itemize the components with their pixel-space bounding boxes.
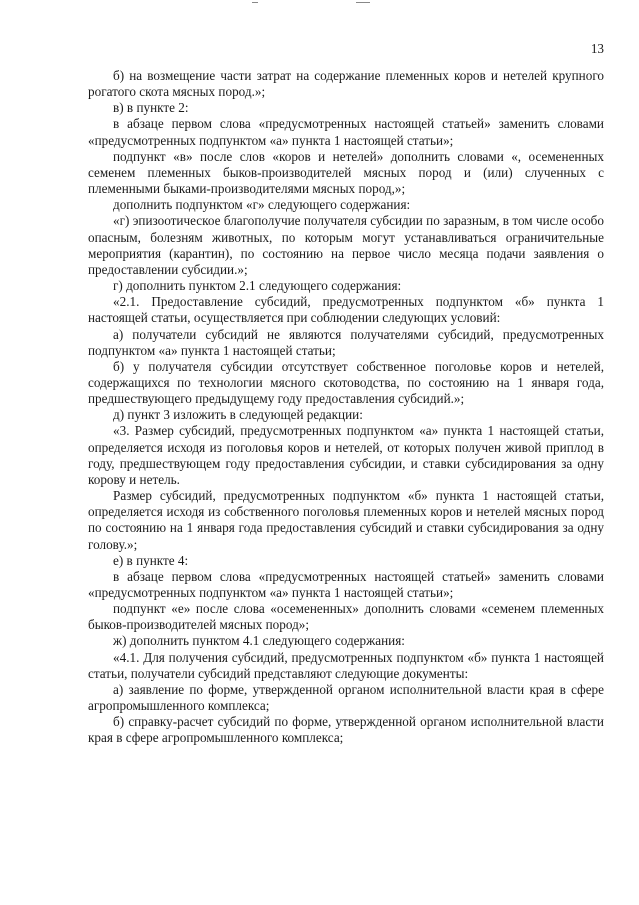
paragraph: подпункт «в» после слов «коров и нетелей» дополнить словами «, осемененных семенем племенных быков-производителей мясных пород и (или) слученных с племенными быками-производителями мясных пород,»; [88, 148, 604, 197]
paragraph: б) справку-расчет субсидий по форме, утвержденной органом исполнительной власти края в сфере агропромышленного комплекса; [88, 714, 604, 746]
paragraph: д) пункт 3 изложить в следующей редакции: [113, 407, 363, 423]
paragraph: «г) эпизоотическое благополучие получателя субсидии по заразным, в том числе особо опасным, болезням животных, по которым могут устанавливаться ограничительные мероприятия (карантин), по состоянию на первое число месяца подачи заявления о предоставлении субсидии.»; [88, 213, 604, 277]
document-body [88, 68, 604, 747]
paragraph: дополнить подпунктом «г» следующего содержания: [113, 197, 411, 213]
paragraph: Размер субсидий, предусмотренных подпунктом «б» пункта 1 настоящей статьи, определяется исходя из собственного поголовья племенных коров и нетелей мясных пород по состоянию на 1 января года предоставления субсидий и ставки субсидирования за одну голову.»; [88, 488, 604, 552]
paragraph: в абзаце первом слова «предусмотренных настоящей статьей» заменить словами «предусмотренных подпунктом «а» пункта 1 настоящей статьи»; [88, 116, 604, 148]
paragraph: а) получатели субсидий не являются получателями субсидий, предусмотренных подпунктом «а» пункта 1 настоящей статьи; [88, 326, 604, 358]
scan-artifact-mark [356, 2, 370, 3]
paragraph: в абзаце первом слова «предусмотренных настоящей статьей» заменить словами «предусмотренных подпунктом «а» пункта 1 настоящей статьи»; [88, 568, 604, 600]
paragraph: «2.1. Предоставление субсидий, предусмотренных подпунктом «б» пункта 1 настоящей статьи, осуществляется при соблюдении следующих условий: [88, 294, 604, 326]
paragraph: «4.1. Для получения субсидий, предусмотренных подпунктом «б» пункта 1 настоящей статьи, получатели субсидий представляют следующие документы: [88, 649, 604, 681]
paragraph: подпункт «е» после слова «осемененных» дополнить словами «семенем племенных быков-производителей мясных пород»; [88, 601, 604, 633]
paragraph: е) в пункте 4: [113, 552, 189, 568]
paragraph: «3. Размер субсидий, предусмотренных подпунктом «а» пункта 1 настоящей статьи, определяется исходя из поголовья коров и нетелей, от которых получен живой приплод в году, предшествующем году предоставления субсидии, и ставки субсидирования за одну корову и нетель. [88, 423, 604, 487]
scan-artifact-mark [252, 2, 258, 3]
paragraph: б) у получателя субсидии отсутствует собственное поголовье коров и нетелей, содержащихся по технологии мясного скотоводства, по состоянию на 1 января года, предшествующего предыдущему году предоставления субсидий.»; [88, 358, 604, 407]
paragraph: б) на возмещение части затрат на содержание племенных коров и нетелей крупного рогатого скота мясных пород.»; [88, 68, 604, 100]
paragraph: г) дополнить пунктом 2.1 следующего содержания: [113, 278, 402, 294]
page-number: 13 [590, 41, 604, 56]
paragraph: ж) дополнить пунктом 4.1 следующего содержания: [113, 633, 405, 649]
paragraph: а) заявление по форме, утвержденной органом исполнительной власти края в сфере агропромышленного комплекса; [88, 681, 604, 714]
paragraph: в) в пункте 2: [113, 100, 189, 116]
